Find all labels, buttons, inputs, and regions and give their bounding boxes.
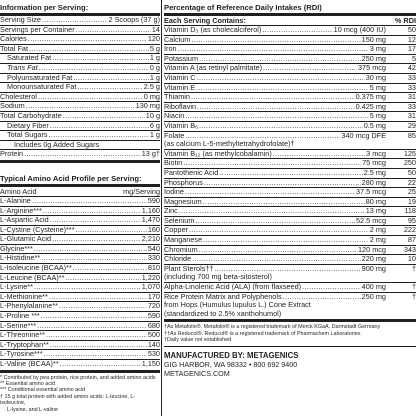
rdi-percent: † [411,263,416,273]
amino-row [0,322,160,331]
rdi-amount: 0.5 mg [363,120,386,130]
amino-amount: 810 [147,263,160,273]
rdi-amount: 120 mcg [358,244,386,254]
rdi-row [164,26,416,35]
rdi-percent: 42 [407,63,416,73]
amino-row [0,197,160,206]
rdi-row [164,55,416,64]
rdi-percent: 5 [411,53,416,63]
amino-row [0,360,160,369]
dot-leader [46,331,147,340]
rdi-nutrient-name: Iron [164,44,177,54]
nutrient-amount: 14 [151,24,160,34]
nutrient-name: Includes 0g Added Sugars [14,139,100,149]
rdi-nutrient-name: Folate [164,130,185,140]
rdi-percent: † [411,282,416,292]
rdi-percent: 31 [407,92,416,102]
footnote: *** Conditional essential amino acid [0,387,86,394]
dot-leader [203,198,365,207]
rdi-table [164,26,416,318]
left-column [0,0,160,413]
amino-amount: 1,070 [141,282,160,292]
rdi-percent: 50 [407,167,416,177]
rdi-nutrient-name: Copper [164,225,188,235]
dot-leader [302,283,361,292]
nutrient-row [0,112,160,121]
rdi-row [164,207,416,216]
rdi-amount: 10 mcg (400 IU) [333,25,386,34]
nutrient-row [0,64,160,73]
dot-leader [199,246,357,255]
rdi-amount: 280 mg [361,177,386,187]
nutrient-name: Sodium [0,101,25,111]
rdi-nutrient-name: Niacin [164,111,185,121]
rdi-percent: 125 [403,148,416,158]
amino-name: L-Histidine** [0,253,41,263]
nutrient-row [0,150,160,159]
rdi-nutrient-name: Selenium [164,215,195,225]
nutrient-name: Dietary Fiber [7,120,49,130]
dot-leader [204,179,361,188]
rdi-row [164,236,416,245]
rdi-nutrient-name: Rice Protein Matrix and Polyphenols [164,291,282,301]
rdi-percent: 250 [403,158,416,168]
rdi-row [164,159,416,168]
dot-leader [77,83,142,92]
nutrient-amount: 0 g [149,62,160,72]
dot-leader [32,197,147,206]
dot-leader [192,255,360,264]
nutrient-name: Calories [0,34,27,44]
nutrient-name: Total Fat [0,43,28,53]
rdi-nutrient-name: Plant Sterols†† [164,263,214,273]
nutrient-name: Polyunsaturated Fat [7,72,73,82]
rdi-nutrient-name: Vitamin C [164,72,196,82]
nutrient-amount: 6 g [149,120,160,130]
nutrient-amount: 120 [147,34,160,44]
dot-leader [189,226,369,235]
rdi-percent: 50 [407,25,416,34]
dot-leader [50,216,141,225]
rdi-amount: 30 mg [365,72,386,82]
rdi-nutrient-name: Vitamin E [164,82,196,92]
dot-leader [195,217,355,226]
amino-row [0,207,160,216]
amino-amount: 140 [147,339,160,349]
rdi-amount: 2 mg [369,225,386,235]
rdi-amount: 0.425 mg [355,101,386,111]
rdi-percent: 222 [403,225,416,235]
rdi-row [164,150,416,159]
rdi-nutrient-name: Vitamin B₁₂ (as methylcobalamin) [164,148,272,158]
column-divider [161,0,162,416]
amino-row [0,216,160,225]
rdi-amount: 400 mg [361,282,386,292]
dot-leader [191,36,360,45]
dot-leader [185,112,368,121]
rdi-percent: 85 [407,130,416,140]
nutrient-row [0,74,160,83]
footnote: ††As Reducol®. Reducol® is a registered trademark of Pharmachem Laboratories [164,330,361,337]
amino-amount: 590 [147,195,160,205]
amino-name: Glycine*** [0,243,33,253]
nutrient-name: Total Sugars [7,130,48,140]
dot-leader [28,35,147,44]
amino-name: L-Tyrosine*** [0,349,43,359]
amino-name: L-Phenylalanine** [0,301,59,311]
amino-name: L-Threonine** [0,330,46,340]
amino-name: L-Isoleucine (BCAA)** [0,263,72,273]
rdi-row [164,93,416,102]
nutrient-amount: 1 g [149,72,160,82]
dot-leader [73,74,149,83]
dot-leader [49,293,147,302]
amino-name: L-Lysine** [0,282,33,292]
amino-header-left: Amino Acid [0,186,37,196]
rdi-row [164,103,416,112]
info-table [0,16,160,159]
nutrient-row [0,131,160,140]
amino-row [0,235,160,244]
rdi-percent: 33 [407,101,416,111]
rdi-amount: 3 mcg [366,148,386,158]
dot-leader [183,159,361,168]
rdi-percent: 31 [407,111,416,121]
nutrient-amount: 10 g [145,110,160,120]
rdi-header [164,16,416,25]
rdi-row [164,217,416,226]
rdi-percent: 22 [407,177,416,187]
manufacturer-address: GIG HARBOR, WA 98332 • 800 692 9400 [164,360,298,370]
amino-amount: 720 [147,301,160,311]
rdi-row [164,36,416,45]
dot-leader [197,103,355,112]
dot-leader [39,64,149,73]
footnote: * Contributed by pea protein, rice protein, and added amino acids [0,374,156,381]
rdi-nutrient-name: Magnesium [164,196,202,206]
amino-amount: 500 [147,330,160,340]
rdi-footnotes [164,322,416,343]
nutrient-row [0,35,160,44]
amino-row [0,254,160,263]
rdi-amount: 80 mg [365,196,386,206]
amino-row [0,312,160,321]
dot-leader [263,64,357,73]
dot-leader [73,264,147,273]
info-title: Information per Serving: [0,3,89,12]
nutrient-amount: 1 g [149,53,160,63]
right-column [164,0,416,379]
amino-amount: 590 [147,311,160,321]
dot-leader [42,16,108,25]
amino-row [0,350,160,359]
dot-leader [60,360,141,369]
rdi-amount: 3 mg [369,44,386,54]
amino-header [0,187,160,196]
amino-row [0,293,160,302]
nutrient-amount: 1 g [149,130,160,140]
dot-leader [262,26,332,35]
amino-amount: 540 [147,243,160,253]
rdi-row [164,246,416,255]
dot-leader [49,131,149,140]
rdi-amount: 0.375 mg [355,92,386,102]
amino-row [0,245,160,254]
manufacturer-block [164,347,416,379]
dot-leader [52,235,141,244]
rdi-row [164,226,416,235]
amino-row [0,331,160,340]
dot-leader [185,188,355,197]
rdi-title: Percentage of Reference Daily Intakes (RDI) [164,3,322,12]
dot-leader [43,207,141,216]
rdi-percent: 12 [407,34,416,44]
rdi-row [164,74,416,83]
amino-name: L-Proline *** [0,311,40,321]
footnote: †As Metafolin®. Metafolin® is a registered trademark of Merck KGaA, Darmstadt Germany [164,324,381,331]
rdi-amount: 250 mg [361,291,386,301]
nutrient-name: Serving Size [0,15,41,24]
rdi-subline: from Hops (Humulus lupulus L.) Cone Extract [164,300,311,310]
rdi-percent: † [411,291,416,301]
nutrient-amount: 130 mg [135,101,160,111]
rdi-nutrient-name: Pantothenic Acid [164,167,219,177]
rdi-subline: (standardized to 2.5% xanthohumol) [164,308,282,318]
rdi-nutrient-name: Calcium [164,34,191,44]
rdi-percent: 10 [407,254,416,264]
dot-leader [196,84,369,93]
rdi-nutrient-name: Zinc [164,206,178,216]
amino-row [0,283,160,292]
rdi-percent: 25 [407,187,416,197]
dot-leader [44,350,147,359]
nutrient-row [0,93,160,102]
rdi-row [164,198,416,207]
nutrient-row [0,45,160,54]
amino-amount: 330 [147,253,160,263]
dot-leader [197,74,365,83]
amino-name: L-Leucine (BCAA)** [0,272,65,282]
amino-name: L-Aspartic Acid [0,215,49,225]
manufacturer-name: MANUFACTURED BY: METAGENICS [164,350,299,360]
nutrient-amount: 2 Scoops (37 g) [108,15,160,24]
nutrient-amount: 13 g† [141,149,160,159]
amino-row [0,274,160,283]
rdi-amount: 37.5 mcg [355,187,386,197]
rdi-amount: 5 mg [369,82,386,92]
amino-footnotes [0,373,160,413]
amino-amount: 1,470 [141,215,160,225]
amino-table [0,197,160,369]
dot-leader [59,302,147,311]
rdi-percent: 19 [407,196,416,206]
amino-amount: 1,220 [141,272,160,282]
rdi-header-left: Each Serving Contains: [164,16,246,25]
footnote: L-lysine, and L-valine [7,406,58,413]
rdi-subline: (including 700 mg beta-sitosterol) [164,272,272,282]
rdi-row [164,283,416,292]
dot-leader [199,55,361,64]
rdi-nutrient-name: Phosphorus [164,177,203,187]
nutrient-name: Cholesterol [0,91,37,101]
nutrient-row [0,54,160,63]
rdi-row [164,169,416,178]
rdi-nutrient-name: Alpha-Linolenic Acid (ALA) (from flaxseed) [164,282,302,292]
rdi-amount: 5 mg [369,111,386,121]
dot-leader [199,122,363,131]
nutrient-amount: 0 mg [143,91,160,101]
dot-leader [203,236,369,245]
dot-leader [63,112,145,121]
rdi-amount: 75 mcg [362,158,386,168]
amino-amount: 1,150 [141,359,160,368]
amino-name: L-Glutamic Acid [0,234,52,244]
rdi-amount: 220 mg [361,254,386,264]
dot-leader [66,274,141,283]
dot-leader [50,341,147,350]
rdi-percent: 33 [407,72,416,82]
dot-leader [178,45,369,54]
amino-name: L-Cystine (Cysteine)*** [0,224,75,234]
dot-leader [29,45,149,54]
nutrient-name: Trans Fat [7,62,38,72]
footnote: †Daily value not established [164,337,232,344]
rdi-row [164,64,416,73]
amino-row [0,264,160,273]
nutrient-amount: 5 g [149,43,160,53]
amino-row [0,341,160,350]
dot-leader [37,322,147,331]
dot-leader [34,245,147,254]
dot-leader [191,93,355,102]
rdi-amount: 13 mg [365,206,386,216]
amino-title: Typical Amino Acid Profile per Serving: [0,173,142,183]
rdi-nutrient-name: Biotin [164,158,183,168]
dot-leader [76,226,147,235]
rdi-amount: 2 mg [369,235,386,245]
nutrient-name: Monounsaturated Fat [7,82,77,92]
dot-leader [179,207,365,216]
nutrient-row [0,83,160,92]
dot-leader [219,169,362,178]
rdi-percent: 17 [407,44,416,54]
rdi-row [164,112,416,121]
dot-leader [50,122,149,131]
amino-amount: 170 [147,291,160,301]
rdi-amount: 375 mcg [358,63,386,73]
nutrient-name: Saturated Fat [7,53,52,63]
rdi-percent: 29 [407,120,416,130]
rdi-row [164,188,416,197]
nutrient-amount: 2.5 g [143,82,160,92]
amino-name: L-Serine*** [0,320,37,330]
rdi-nutrient-name: Riboflavin [164,101,197,111]
dot-leader [52,54,149,63]
rdi-amount: 900 mg [361,263,386,273]
rdi-percent: 343 [403,244,416,254]
rdi-percent: 33 [407,82,416,92]
rdi-nutrient-name: Chromium [164,244,198,254]
amino-amount: 680 [147,320,160,330]
rdi-amount: 250 mg [361,53,386,63]
dot-leader [38,93,143,102]
amino-amount: 1,160 [141,205,160,215]
rdi-nutrient-name: Vitamin B₆ [164,120,199,130]
amino-row [0,302,160,311]
amino-name: L-Valine (BCAA)** [0,359,59,368]
rdi-percent: 95 [407,215,416,225]
nutrient-row [0,26,160,35]
amino-amount: 2,210 [141,234,160,244]
rdi-amount: 52.5 mcg [355,215,386,225]
rdi-percent: 87 [407,235,416,245]
amino-name: L-Alanine [0,195,31,205]
rdi-nutrient-name: Thiamin [164,92,190,102]
nutrient-row [0,16,160,25]
rdi-row [164,179,416,188]
dot-leader [26,102,135,111]
dot-leader [34,283,141,292]
nutrient-name: Protein [0,149,24,159]
amino-amount: 160 [147,224,160,234]
rdi-nutrient-name: Chloride [164,254,192,264]
rdi-nutrient-name: Manganese [164,235,203,245]
rdi-row [164,255,416,264]
nutrient-row [0,102,160,111]
amino-name: L-Arginine*** [0,205,42,215]
nutrient-row [0,141,160,150]
nutrient-name: Servings per Container [0,24,75,34]
footnote: ** Essential amino acid [0,381,56,387]
rdi-row [164,84,416,93]
amino-header-right: mg/Serving [123,186,160,196]
rdi-percent: 118 [404,206,416,216]
dot-leader [273,150,365,159]
nutrient-name: Total Carbohydrate [0,110,62,120]
dot-leader [41,254,147,263]
rdi-amount: 2.5 mg [363,167,386,177]
dot-leader [41,312,147,321]
rdi-amount: 150 mg [361,34,386,44]
amino-name: L-Tryptophan** [0,339,49,349]
amino-row [0,226,160,235]
nutrient-row [0,122,160,131]
rdi-row [164,122,416,131]
rdi-header-right: % RDI [394,16,416,25]
amino-name: L-Methionine** [0,291,48,301]
rdi-nutrient-name: Potassium [164,53,199,63]
rdi-nutrient-name: Vitamin A (as retinyl palmitate) [164,63,263,73]
amino-amount: 530 [147,349,160,359]
rdi-nutrient-name: Iodine [164,187,184,197]
manufacturer-website: METAGENICS.COM [164,369,230,379]
rdi-nutrient-name: Vitamin D₃ (as cholecalciferol) [164,25,262,34]
rdi-subline: (as calcium L-5-methyltetrahydrofolate)† [164,139,295,149]
dot-leader [24,150,141,159]
rdi-amount: 340 mcg DFE [341,130,386,140]
dot-leader [76,26,151,35]
rdi-row [164,45,416,54]
footnote: † 15 g total protein with added amino acids: L-leucine, L-isoleucine, [0,393,136,407]
